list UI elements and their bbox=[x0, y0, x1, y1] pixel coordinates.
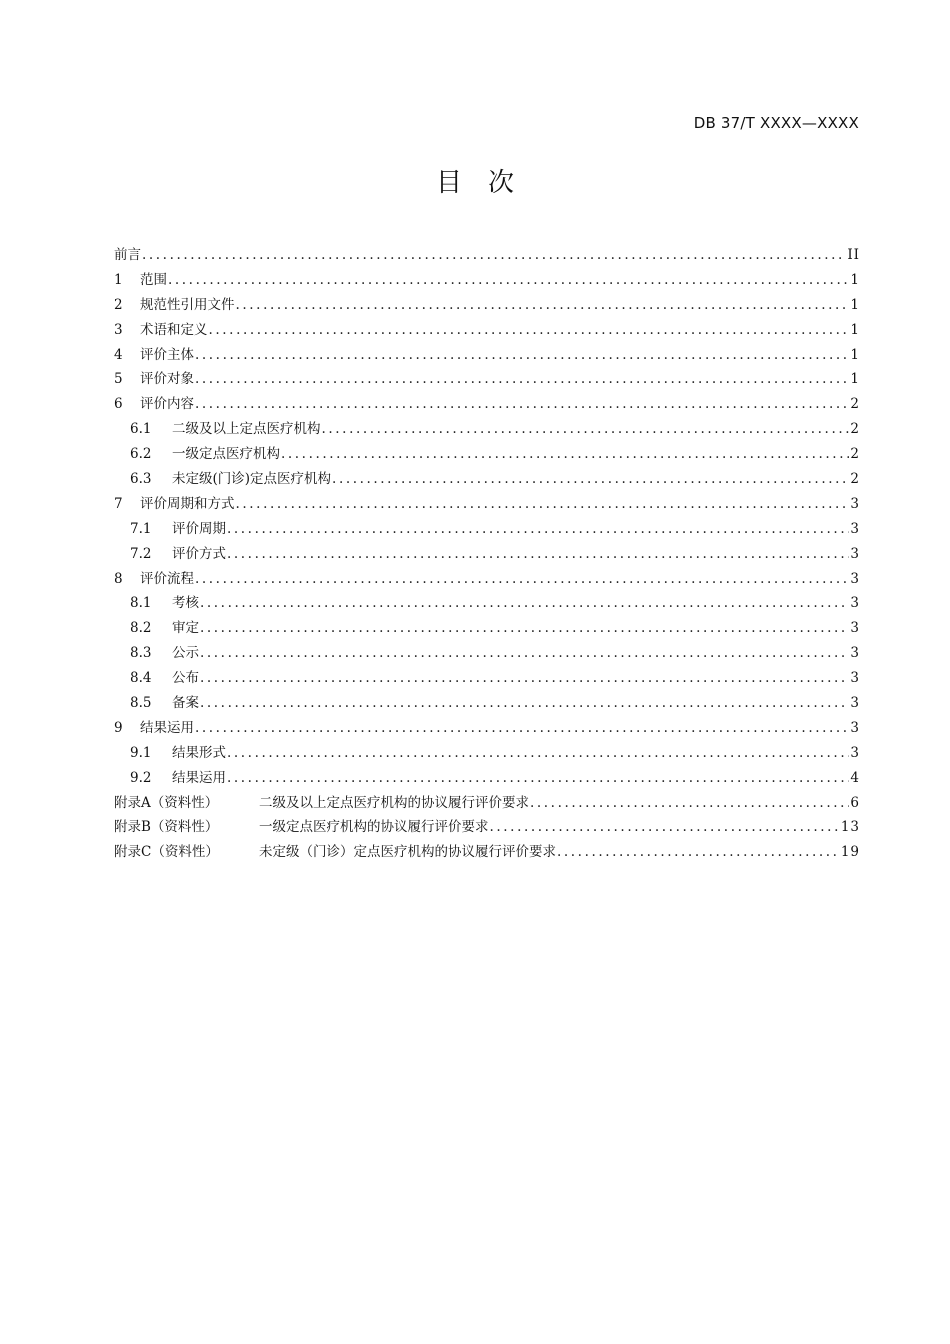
toc-entry-6-3[interactable] bbox=[114, 467, 860, 492]
toc-entry-8-3[interactable] bbox=[114, 641, 860, 666]
toc-entry-number: 1 bbox=[114, 271, 123, 288]
dot-leader bbox=[200, 591, 849, 616]
toc-entry-page: 3 bbox=[850, 695, 860, 712]
toc-entry-3[interactable] bbox=[114, 318, 860, 343]
dot-leader bbox=[227, 517, 849, 542]
toc-entry-text: 备案 bbox=[172, 695, 199, 712]
toc-entry-text: 考核 bbox=[172, 595, 199, 612]
dot-leader bbox=[142, 243, 846, 268]
toc-entry-6-1[interactable] bbox=[114, 417, 860, 442]
toc-entry-text: 评价方式 bbox=[172, 545, 226, 562]
toc-entry-text: 前言 bbox=[114, 247, 141, 263]
dot-leader bbox=[200, 691, 849, 716]
toc-entry-page: 6 bbox=[850, 794, 860, 811]
toc-entry-text: 二级及以上定点医疗机构 bbox=[172, 421, 321, 438]
toc-entry-text: 结果运用 bbox=[140, 719, 194, 736]
toc-entry-8-1[interactable] bbox=[114, 591, 860, 616]
toc-entry-number: 5 bbox=[114, 371, 123, 388]
toc-entry-page: 3 bbox=[850, 570, 860, 587]
toc-entry-6[interactable] bbox=[114, 392, 860, 417]
toc-entry-number: 7 bbox=[114, 495, 123, 512]
toc-entry-1[interactable] bbox=[114, 268, 860, 293]
toc-entry-page: 19 bbox=[840, 844, 860, 861]
toc-entry-8-4[interactable] bbox=[114, 666, 860, 691]
dot-leader bbox=[236, 492, 850, 517]
toc-entry-number: 附录C（资料性） bbox=[114, 844, 219, 861]
dot-leader bbox=[195, 567, 849, 592]
toc-entry-7-1[interactable] bbox=[114, 517, 860, 542]
dot-leader bbox=[200, 641, 849, 666]
toc-entry-text: 评价周期 bbox=[172, 520, 226, 537]
toc-entry-text: 公布 bbox=[172, 670, 199, 687]
toc-entry-page: 2 bbox=[850, 446, 860, 463]
toc-entry-page: 3 bbox=[850, 744, 860, 761]
toc-entry-4[interactable] bbox=[114, 343, 860, 368]
toc-entry-text: 评价周期和方式 bbox=[140, 495, 235, 512]
toc-entry-page: 3 bbox=[850, 645, 860, 662]
toc-entry-text: 二级及以上定点医疗机构的协议履行评价要求 bbox=[259, 794, 529, 811]
toc-entry-number: 8 bbox=[114, 570, 123, 587]
toc-entry-number: 2 bbox=[114, 296, 123, 313]
toc-entry-text: 术语和定义 bbox=[140, 321, 208, 338]
toc-entry-page: 2 bbox=[850, 471, 860, 488]
toc-entry-page: 1 bbox=[850, 346, 860, 363]
toc-entry-page: 1 bbox=[850, 296, 860, 313]
toc-entry-page: 2 bbox=[850, 396, 860, 413]
toc-entry-8[interactable] bbox=[114, 567, 860, 592]
toc-entry-page: 3 bbox=[850, 670, 860, 687]
toc-entry-page: 3 bbox=[850, 545, 860, 562]
dot-leader bbox=[195, 343, 849, 368]
toc-entry-page: 3 bbox=[850, 595, 860, 612]
toc-entry-text: 评价流程 bbox=[140, 570, 194, 587]
toc-entry-number: 6.3 bbox=[130, 471, 152, 488]
dot-leader bbox=[530, 791, 849, 816]
toc-entry-number: 9.2 bbox=[130, 769, 152, 786]
dot-leader bbox=[200, 666, 849, 691]
toc-entry-page: 1 bbox=[850, 271, 860, 288]
toc-entry-foreword[interactable] bbox=[114, 243, 860, 268]
table-of-contents bbox=[114, 243, 860, 865]
toc-entry-number: 附录A（资料性） bbox=[114, 794, 219, 811]
toc-entry-9-1[interactable] bbox=[114, 741, 860, 766]
toc-entry-number: 8.3 bbox=[130, 645, 152, 662]
toc-entry-number: 4 bbox=[114, 346, 123, 363]
toc-entry-text: 公示 bbox=[172, 645, 199, 662]
dot-leader bbox=[227, 741, 849, 766]
toc-entry-2[interactable] bbox=[114, 293, 860, 318]
toc-entry-text: 未定级（门诊）定点医疗机构的协议履行评价要求 bbox=[259, 844, 556, 861]
toc-entry-text: 审定 bbox=[172, 620, 199, 637]
toc-entry-number: 8.5 bbox=[130, 695, 152, 712]
dot-leader bbox=[322, 417, 850, 442]
toc-entry-text: 评价对象 bbox=[140, 371, 194, 388]
dot-leader bbox=[200, 616, 849, 641]
toc-entry-text: 规范性引用文件 bbox=[140, 296, 235, 313]
dot-leader bbox=[209, 318, 850, 343]
toc-entry-number: 9 bbox=[114, 719, 123, 736]
dot-leader bbox=[195, 392, 849, 417]
toc-entry-number: 8.2 bbox=[130, 620, 152, 637]
toc-entry-page: 3 bbox=[850, 520, 860, 537]
toc-entry-number: 8.1 bbox=[130, 595, 152, 612]
toc-entry-text: 一级定点医疗机构的协议履行评价要求 bbox=[259, 819, 489, 836]
toc-entry-number: 6.2 bbox=[130, 446, 152, 463]
dot-leader bbox=[332, 467, 849, 492]
toc-entry-appendix-a[interactable] bbox=[114, 791, 860, 816]
toc-entry-number: 附录B（资料性） bbox=[114, 819, 219, 836]
toc-entry-text: 评价内容 bbox=[140, 396, 194, 413]
toc-entry-page: 3 bbox=[850, 719, 860, 736]
toc-entry-appendix-b[interactable] bbox=[114, 815, 860, 840]
toc-entry-appendix-c[interactable] bbox=[114, 840, 860, 865]
toc-entry-page: II bbox=[847, 247, 860, 263]
toc-entry-text: 未定级(门诊)定点医疗机构 bbox=[172, 471, 332, 488]
toc-entry-number: 3 bbox=[114, 321, 123, 338]
toc-entry-number: 7.2 bbox=[130, 545, 152, 562]
dot-leader bbox=[195, 716, 849, 741]
toc-entry-text: 结果形式 bbox=[172, 744, 226, 761]
toc-title: 目次 bbox=[435, 168, 540, 198]
toc-entry-number: 8.4 bbox=[130, 670, 152, 687]
toc-entry-7-2[interactable] bbox=[114, 542, 860, 567]
dot-leader bbox=[195, 367, 849, 392]
dot-leader bbox=[557, 840, 840, 865]
toc-entry-9-2[interactable] bbox=[114, 766, 860, 791]
toc-entry-6-2[interactable] bbox=[114, 442, 860, 467]
toc-entry-5[interactable] bbox=[114, 367, 860, 392]
toc-entry-page: 4 bbox=[850, 769, 860, 786]
toc-entry-text: 结果运用 bbox=[172, 769, 226, 786]
toc-entry-text: 一级定点医疗机构 bbox=[172, 446, 280, 463]
toc-entry-page: 1 bbox=[850, 371, 860, 388]
toc-entry-page: 3 bbox=[850, 495, 860, 512]
dot-leader bbox=[281, 442, 849, 467]
toc-entry-text: 范围 bbox=[140, 271, 167, 288]
toc-entry-7[interactable] bbox=[114, 492, 860, 517]
dot-leader bbox=[490, 815, 840, 840]
toc-entry-text: 评价主体 bbox=[140, 346, 194, 363]
dot-leader bbox=[236, 293, 850, 318]
toc-entry-number: 6 bbox=[114, 396, 123, 413]
toc-entry-page: 1 bbox=[850, 321, 860, 338]
dot-leader bbox=[227, 542, 849, 567]
toc-entry-page: 3 bbox=[850, 620, 860, 637]
toc-entry-8-5[interactable] bbox=[114, 691, 860, 716]
toc-entry-number: 7.1 bbox=[130, 520, 152, 537]
toc-entry-page: 2 bbox=[850, 421, 860, 438]
standard-code: DB 37/T XXXX—XXXX bbox=[693, 114, 859, 132]
toc-entry-number: 6.1 bbox=[130, 421, 152, 438]
dot-leader bbox=[227, 766, 849, 791]
toc-entry-page: 13 bbox=[840, 819, 860, 836]
dot-leader bbox=[168, 268, 849, 293]
toc-entry-number: 9.1 bbox=[130, 744, 152, 761]
toc-entry-8-2[interactable] bbox=[114, 616, 860, 641]
toc-entry-9[interactable] bbox=[114, 716, 860, 741]
